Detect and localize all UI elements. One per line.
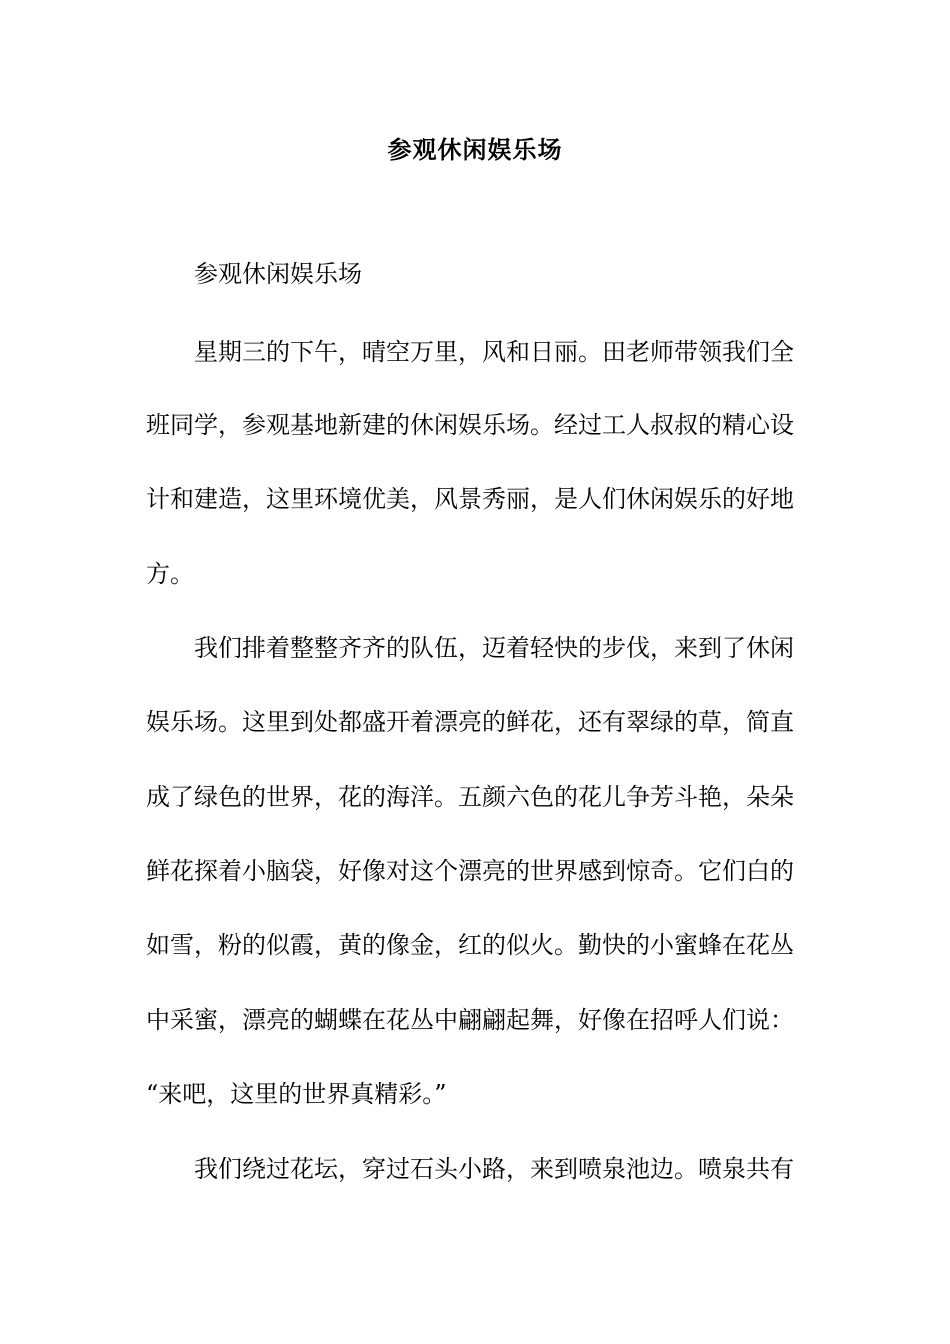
paragraph-line: “来吧，这里的世界真精彩。” [146, 1080, 447, 1108]
paragraph-line: 如雪，粉的似霞，黄的像金，红的似火。勤快的小蜜蜂在花丛 [146, 931, 794, 959]
paragraph-line: 班同学，参观基地新建的休闲娱乐场。经过工人叔叔的精心设 [146, 411, 794, 439]
paragraph-line: 方。 [146, 560, 194, 588]
paragraph-line: 星期三的下午，晴空万里，风和日丽。田老师带领我们全 [194, 338, 794, 366]
paragraph-line: 我们排着整整齐齐的队伍，迈着轻快的步伐，来到了休闲 [194, 634, 794, 662]
paragraph-line: 娱乐场。这里到处都盛开着漂亮的鲜花，还有翠绿的草，简直 [146, 708, 794, 736]
paragraph-line: 鲜花探着小脑袋，好像对这个漂亮的世界感到惊奇。它们白的 [146, 857, 794, 885]
subtitle-line: 参观休闲娱乐场 [194, 260, 362, 288]
paragraph-line: 中采蜜，漂亮的蝴蝶在花丛中翩翩起舞，好像在招呼人们说： [146, 1006, 794, 1034]
paragraph-line: 计和建造，这里环境优美，风景秀丽，是人们休闲娱乐的好地 [146, 485, 794, 513]
paragraph-line: 成了绿色的世界，花的海洋。五颜六色的花儿争芳斗艳，朵朵 [146, 783, 794, 811]
document-title: 参观休闲娱乐场 [387, 135, 563, 164]
paragraph-line: 我们绕过花坛，穿过石头小路，来到喷泉池边。喷泉共有 [194, 1155, 794, 1183]
